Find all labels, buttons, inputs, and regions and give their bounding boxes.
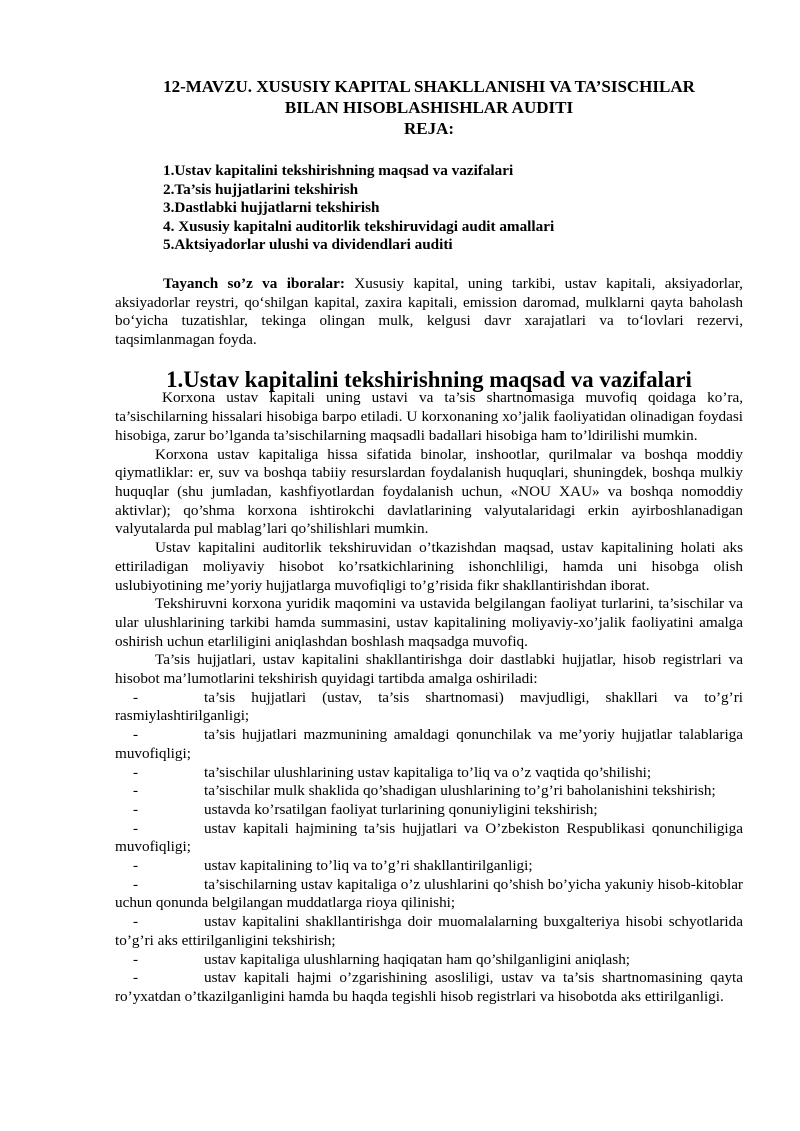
- bullet-dash: -: [133, 913, 139, 931]
- plan-item: 4. Xususiy kapitalni auditorlik tekshiruvidagi audit amallari: [163, 217, 555, 235]
- list-item: [115, 969, 743, 1006]
- bullet-dash: -: [133, 857, 139, 875]
- list-item-text: ta’sischilar mulk shaklida qo’shadigan ulushlarining to’g’ri baholanishini tekshirish;: [204, 782, 716, 800]
- list-item-text: ta’sis hujjatlari mazmunining amaldagi qonunchilak va me’yoriy hujjatlar talablariga muvofiqligi;: [115, 726, 743, 762]
- list-item: [115, 913, 743, 950]
- list-item: [115, 820, 743, 857]
- list-item-text: ustav kapitali hajmining ta’sis hujjatlari va O’zbekiston Respublikasi qonunchiligiga muvofiqligi;: [115, 819, 743, 856]
- plan-item: 1.Ustav kapitalini tekshirishning maqsad va vazifalari: [163, 162, 514, 179]
- document-page: [115, 76, 743, 1007]
- list-item-text: ustav kapitalining to’liq va to’g’ri shakllantirilganligi;: [204, 857, 533, 875]
- list-item-text: ta’sischilarning ustav kapitaliga o’z ulushlarini qo’shish bo’yicha yakuniy hisob-kitoblar uchun qonunda belgilangan muddatlarga rioya qilinishi;: [115, 875, 743, 912]
- list-item-text: ta’sischilar ulushlarining ustav kapitaliga to’liq va o’z vaqtida qo’shilishi;: [204, 763, 652, 781]
- bullet-dash: -: [133, 688, 139, 706]
- plan-item: 3.Dastlabki hujjatlarni tekshirish: [163, 199, 380, 217]
- title-line-1: 12-MAVZU. XUSUSIY KAPITAL SHAKLLANISHI VA TA’SISCHILAR: [163, 77, 695, 96]
- bullet-dash: -: [133, 875, 139, 893]
- keywords-text: Xususiy kapital, uning tarkibi, ustav kapitali, aksiyadorlar, aksiyadorlar reystri, qo‘shilgan kapital, zaxira kapitali, emission daromad, mulklarni qayta baholash bo‘yicha tuzatishlar, tekinga olingan mulk, kelgusi davr xarajatlari va to‘lovlari rezervi, taqsimlanmagan foyda.: [115, 274, 743, 349]
- bullet-dash: -: [133, 763, 139, 781]
- list-item: [115, 726, 743, 763]
- list-item: [115, 782, 743, 801]
- keywords-paragraph: [115, 275, 743, 350]
- list-item: [115, 857, 743, 876]
- list-item: [115, 876, 743, 913]
- keywords-label: Tayanch so’z va iboralar:: [163, 274, 345, 292]
- body-paragraph: Korxona ustav kapitaliga hissa sifatida binolar, inshootlar, qurilmalar va boshqa moddiy qiymatliklar: er, suv va boshqa tabiiy resurslardan foydalanish huquqlari, shuningdek, boshqa mulkiy huquqlar (shu jumladan, kashfiyotlardan foydalanish uchun, «NOU XAU» va boshqa nomoddiy aktivlar); qo’shma korxona ishtirokchi davlatlarining valyutalaridagi erkin ayirboshlanadigan valyutalarda pul mablag’lari qo’shilishlari mumkin.: [115, 445, 743, 538]
- list-item-text: ustav kapitaliga ulushlarning haqiqatan ham qo’shilganligini aniqlash;: [204, 950, 631, 968]
- list-item: [115, 801, 743, 820]
- plan-item: 5.Aktsiyadorlar ulushi va dividendlari auditi: [163, 236, 453, 254]
- bullet-dash: -: [133, 950, 139, 968]
- body-paragraph: Tekshiruvni korxona yuridik maqomini va ustavida belgilangan faoliyat turlarini, ta’sischilar va ular ulushlarining tarkibi hamda summasini, ustav kapitalining moliyaviy-xo’jalik faoliyatini amalga oshirish uchun etarliligini aniqlashdan boshlash maqsadga muvofiq.: [115, 595, 743, 650]
- body-paragraph: Ustav kapitalini auditorlik tekshiruvidan o’tkazishdan maqsad, ustav kapitalining holati aks ettiriladigan moliyaviy hisobot ko’rsatkichlarining ishonchliligi, hamda uni hisobga olish uslubiyotining me’yoriy hujjatlarga muvofiqligi to’g’risida fikr shakllantirishdan iborat.: [115, 539, 743, 594]
- list-item: [115, 951, 743, 970]
- list-item: [115, 689, 743, 726]
- list-item: [115, 764, 743, 783]
- bullet-dash: -: [133, 969, 139, 987]
- list-item-text: ustav kapitalini shakllantirishga doir muomalalarning buxgalteriya hisobi schyotlarida to’g’ri aks ettirilganligini tekshirish;: [115, 913, 743, 949]
- plan-item: 2.Ta’sis hujjatlarini tekshirish: [163, 180, 359, 198]
- list-item-text: ustavda ko’rsatilgan faoliyat turlarining qonuniyligini tekshirish;: [204, 800, 598, 818]
- plan-list: [115, 162, 743, 255]
- body-paragraph: Ta’sis hujjatlari, ustav kapitalini shakllantirishga doir dastlabki hujjatlar, hisob registrlari va hisobot ma’lumotlarini tekshirish quyidagi tartibda amalga oshiriladi:: [115, 651, 743, 688]
- audit-steps-list: [115, 689, 743, 1007]
- list-item-text: ustav kapitali hajmi o’zgarishining asosliligi, ustav va ta’sis shartnomasining qayta ro’yxatdan o’tkazilganligini hamda bu haqda tegishli hisob registrlari va hisobotda aks ettirilganligi.: [115, 969, 743, 1005]
- bullet-dash: -: [133, 726, 139, 744]
- bullet-dash: -: [133, 819, 139, 837]
- section-heading: 1.Ustav kapitalini tekshirishning maqsad va vazifalari: [166, 366, 692, 392]
- document-title: [115, 76, 743, 139]
- body-paragraph: Korxona ustav kapitali uning ustavi va ta’sis shartnomasiga muvofiq qoidaga ko’ra, ta’sischilarning hissalari hisobiga barpo etiladi. U korxonaning xo’jalik faoliyatidan olinadigan foydasi hisobiga, zarur bo’lganda ta’sischilarning maqsadli badallari hisobiga ham to’ldirilishi mumkin.: [115, 389, 743, 444]
- title-line-2: BILAN HISOBLASHISHLAR AUDITI: [284, 98, 574, 117]
- list-item-text: ta’sis hujjatlari (ustav, ta’sis shartnomasi) mavjudligi, shakllari va to’g’ri rasmiylashtirilganligi;: [115, 688, 743, 725]
- bullet-dash: -: [133, 800, 139, 818]
- bullet-dash: -: [133, 782, 139, 800]
- title-line-3: REJA:: [403, 119, 455, 138]
